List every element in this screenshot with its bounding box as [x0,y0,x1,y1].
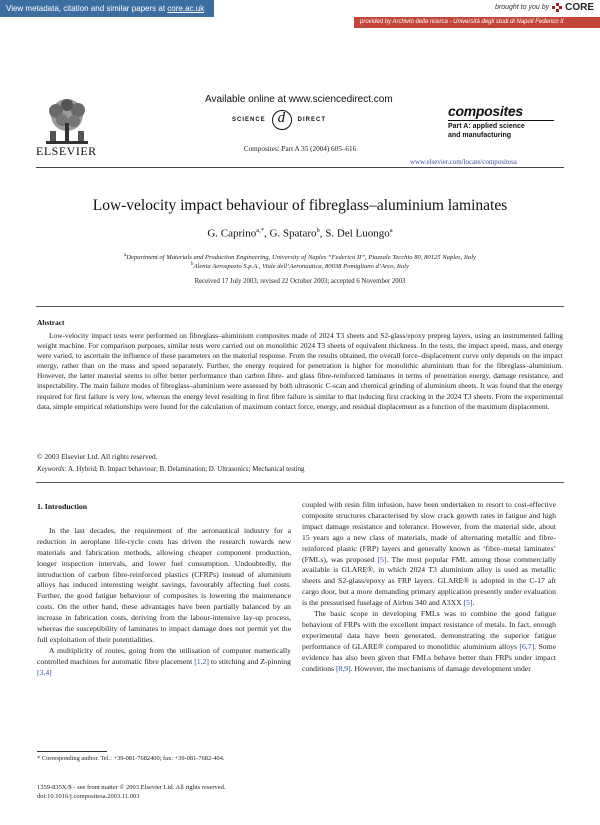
author-affil-marker[interactable]: a,* [256,227,264,234]
body-column-right [302,500,556,675]
affiliation-marker: b [191,262,194,267]
author-affil-marker[interactable]: b [316,227,320,234]
sciencedirect-d-icon [272,110,292,130]
body-text: . [472,598,475,608]
core-brand[interactable] [495,2,594,13]
abstract-bottom-divider [36,482,564,483]
core-brand-name: CORE [565,2,594,13]
reference-link[interactable]: [1,2] [194,656,209,666]
body-column-left [37,502,291,679]
body-paragraph: In the last decades, the requirement of the aeronautical industry for a reduction in aeroplane life-cycle costs has driven the research towards new materials and fabrication methods, allowing cheaper component production, longer inspection intervals, and lower fuel consumption. Undoubtedly, the introduction of carbon fibre-reinforced plastics (CFRPs) instead of aluminium alloys has induced interesting weight savings, favourably affecting fuel costs. Further, the good fatigue behaviour of composites is lowering the maintenance costs. On the other hand, these advantages have been partially balanced by an increase in fabrication costs, deriving from the labour-intensive lay-up process, whereas the susceptibility of laminates to impact damage does not permit yet the full exploitation of their potentialities. [37,525,291,644]
footnote-divider [37,751,107,752]
author-name: G. Caprino [207,227,257,240]
reference-link[interactable]: [8,9] [335,663,351,673]
author-name: S. Del Luongo [325,227,390,240]
abstract-body [37,331,563,412]
journal-url-link[interactable]: www.elsevier.com/locate/compositesa [410,158,517,166]
copyright-line: © 2003 Elsevier Ltd. All rights reserved. [37,452,158,461]
corresponding-author-footnote: * Corresponding author. Tel.: +39-081-7682400; fax: +39-081-7682-404. [37,755,225,762]
doi-line[interactable]: doi:10.1016/j.compositesa.2003.11.003 [37,793,140,800]
body-text: coupled with resin film infusion, have been undertaken to resort to cost-effective composite structures characterised by slow crack growth rates in fatigue and high impact damage resistance and tolerance. However, from the material side, about 15 years ago a new class of materials, made of alternating metallic and fibre-reinforced plastic (FRP) layers and generally known as ‘fibre–metal laminates’ (FMLs), was proposed [302,500,556,564]
reference-link[interactable]: [5] [463,598,473,608]
affiliation-text: Department of Materials and Production Engineering, University of Naples “Federico II”, Piazzale Tecchio 80, 80125 Naples, Italy [126,254,476,262]
abstract-paragraph: Low-velocity impact tests were performed on fibreglass–aluminium composites made of 2024 T3 sheets and S2-glass/epoxy prepreg layers, using an instrumented falling weight machine. For comparison purposes, similar tests were carried out on monolithic 2024 T3 sheets of equivalent thickness. In the tests, the impact speed, mass, and energy were varied, to ascertain the influence of these parameters on the material response. From the results obtained, the overall force–displacement curve only depends on the impact energy, rather than on the mass and speed separately. Further, the energy required for penetration is higher for monolithic aluminium than for the fibreglass–aluminium. However, the latter material seems to offer better performance than carbon fibre- and glass fibre-reinforced laminates in terms of penetration energy, damage resistance, and inspectability. The main failure modes of fibreglass–aluminium were assessed by both ultrasonic C-scan and chemical grinding of aluminium sheets. It was found that the energy required for first failure is very low, whereas the energy level resulting in first fibre failure is similar to that inducing first cracking in the 2024 T3 sheets. From the experimental data, simple empirical relationships were found for the calculation of maximum contact force, energy, and residual displacement as a function of the maximum displacement. [37,331,563,411]
affiliation [0,253,600,261]
body-text: A multiplicity of routes, going from the utilisation of computer numerically controlled machines for automatic fibre placement [37,645,291,666]
available-online-text: Available online at www.sciencedirect.com [205,94,393,105]
body-text: . However, the mechanisms of damage development under [350,663,531,673]
body-text: to stitching and Z-pinning [208,656,291,666]
reference-link[interactable]: [5] [377,554,387,564]
affiliation-text: Alenia Aerospazio S.p.A., Viale dell’Aeronautica, 80038 Pomigliano d’Arco, Italy [193,263,409,271]
provided-by-banner[interactable]: provided by Archivio della ricerca - Università degli studi di Napoli Federico II [354,17,600,28]
author-list: G. Caprino$^{a,*}$, G. Spataro$^b$, S. Del Luongo$^a$ [207,227,393,240]
issn-line: 1359-835X/$ - see front matter © 2003 Elsevier Ltd. All rights reserved. [37,784,226,791]
body-text: . Some evidence has also been given that FMLs behave better than FRPs under impact conditions [302,641,557,673]
author-name: G. Spataro [269,227,317,240]
journal-name: composites [448,103,523,119]
article-title: Low-velocity impact behaviour of fibreglass–aluminium laminates [92,197,508,214]
journal-name-rule [448,120,554,121]
keywords-line [37,466,304,473]
core-top-bar [0,0,600,17]
issn-block [37,783,337,801]
abstract-top-divider [36,306,564,307]
affiliation-marker: a [124,253,127,258]
reference-link[interactable]: [3,4] [37,667,52,677]
core-metadata-link[interactable] [0,0,214,17]
body-text: . The most popular FML among those commercially available is GLARE®, in which 2024 T3 aluminium alloy is used as metallic sheets and S2-glass/epoxy as FRP layers. GLARE® is adopted in the C-17 aft cargo door, but a more demanding primary application presently under evaluation is the pressurised fuselage of Airbus 340 and A3XX [302,554,556,608]
journal-subtitle [448,122,525,140]
journal-citation: Composites: Part A 35 (2004) 605–616 [243,145,357,153]
sciencedirect-logo [232,108,372,132]
reference-link[interactable]: [6,7] [519,641,535,651]
body-paragraph [37,646,291,679]
sd-left-word: SCIENCE [232,117,266,123]
journal-subtitle-line2: and manufacturing [448,132,512,139]
journal-subtitle-line1: Part A: applied science [448,123,525,130]
keywords-label: Keywords: [37,466,67,473]
section-heading: 1. Introduction [37,502,88,511]
body-paragraph [302,500,556,609]
header-divider [36,167,564,168]
sd-right-word: DIRECT [297,117,327,123]
affiliation [0,262,600,270]
received-dates: Received 17 July 2003; revised 22 October 2003; accepted 6 November 2003 [194,278,406,285]
core-link-site: core.ac.uk [167,4,205,13]
body-paragraph [302,609,556,674]
core-brought-by: brought to you by [495,4,550,11]
body-text: The basic scope in developing FMLs was to combine the good fatigue behaviour of FRPs with the excellent impact resistance of metals. In fact, enough experimental data have been generated, demonstrating the superior fatigue performance of GLARE® compared to monolithic aluminium alloys [302,609,556,651]
author-affil-marker[interactable]: a [389,227,393,234]
publisher-name: ELSEVIER [36,144,97,158]
abstract-heading: Abstract [37,318,65,327]
keywords-values: A. Hybrid; B. Impact behaviour; B. Delamination; D. Ultrasonics; Mechanical testing [67,466,305,473]
core-logo-icon [552,3,562,13]
core-link-prefix: View metadata, citation and similar papers at [6,4,168,13]
